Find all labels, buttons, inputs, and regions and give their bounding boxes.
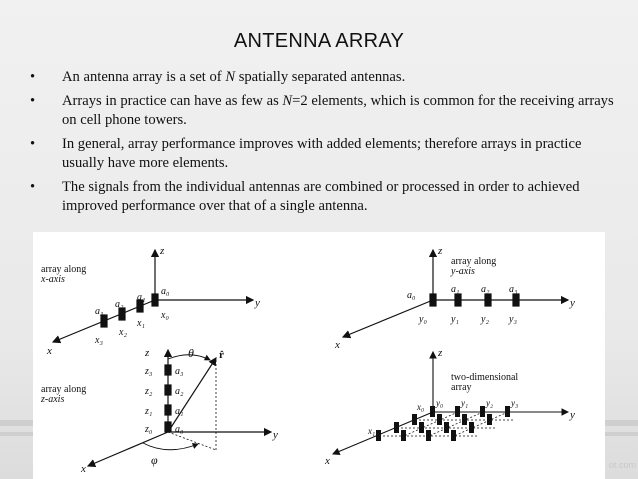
axis-z-label: z (438, 347, 443, 359)
bullet-item: • Arrays in practice can have as few as N=2 elements, which is common for the receiving arrays on cell phone towers. (30, 93, 614, 128)
panel-2d-array (333, 352, 568, 454)
position-label: y₁ (451, 314, 459, 325)
position-label: x₂ (119, 327, 127, 338)
bullet-item: • In general, array performance improves with added elements; therefore arrays in practice usually have more elements. (30, 136, 582, 171)
element-label: a₃ (175, 366, 184, 377)
y-position-label: y₂ (486, 398, 494, 408)
position-label: x₁ (137, 318, 145, 329)
r-hat-label: r̂ (219, 349, 224, 361)
position-label: y₀ (419, 314, 427, 325)
element-label: a₁ (137, 292, 146, 303)
y-position-label: y₁ (461, 398, 469, 408)
element-label: a₂ (115, 299, 124, 310)
position-label: y₂ (481, 314, 489, 325)
caption-line2: array (451, 382, 472, 393)
axis-x-label: x (335, 339, 340, 351)
element-label: a₃ (509, 284, 518, 295)
position-label: x₀ (161, 310, 169, 321)
element-label: a₀ (161, 286, 170, 297)
caption-line2: y-axis (451, 266, 475, 277)
position-label: z₀ (145, 424, 153, 435)
phi-label: φ (151, 453, 158, 467)
bullet-item: • The signals from the individual antennas are combined or processed in order to achieved improved performance over that of a single antenna. (30, 179, 580, 214)
x-position-label: x₁ (368, 426, 376, 436)
axis-y-label: y (570, 409, 575, 421)
bullet-list (28, 68, 618, 221)
axis-x-label: x (47, 345, 52, 357)
element-label: a₂ (481, 284, 490, 295)
y-position-label: y₀ (436, 398, 444, 408)
element-label: a₁ (451, 284, 460, 295)
y-position-label: y₃ (511, 398, 519, 408)
element-label: a₁ (175, 406, 184, 417)
position-label: z₃ (145, 366, 153, 377)
axis-y-label: y (255, 297, 260, 309)
caption-line2: z-axis (41, 394, 65, 405)
position-label: y₃ (509, 314, 517, 325)
theta-label: θ (188, 346, 194, 360)
position-label: z₁ (145, 406, 153, 417)
position-label: z₂ (145, 386, 153, 397)
bullet-dot: • (30, 179, 36, 195)
bullet-dot: • (30, 136, 36, 152)
element-label: a₃ (95, 306, 104, 317)
element-label: a₀ (175, 424, 184, 435)
caption-line1: two-dimensional (451, 372, 519, 383)
axis-y-label: y (570, 297, 575, 309)
antenna-array-diagram (33, 232, 605, 479)
caption-line1: array along (451, 256, 497, 267)
watermark: ot.com (608, 460, 636, 470)
caption-line1: array along (41, 384, 87, 395)
axis-x-label: x (325, 455, 330, 467)
caption-line1: array along (41, 264, 87, 275)
element-label: a₀ (407, 290, 416, 301)
axis-z-label: z (160, 245, 165, 257)
axis-y-label: y (273, 429, 278, 441)
bullet-dot: • (30, 93, 36, 109)
position-label: x₃ (95, 335, 103, 346)
axis-x-label: x (81, 463, 86, 475)
bullet-dot: • (30, 69, 36, 85)
axis-z-label: z (145, 347, 150, 359)
caption-line2: x-axis (41, 274, 65, 285)
x-position-label: x₀ (417, 402, 425, 412)
axis-z-label: z (438, 245, 443, 257)
element-label: a₂ (175, 386, 184, 397)
slide-title: ANTENNA ARRAY (233, 30, 405, 52)
bullet-item: • An antenna array is a set of N spatially separated antennas. (30, 69, 406, 85)
